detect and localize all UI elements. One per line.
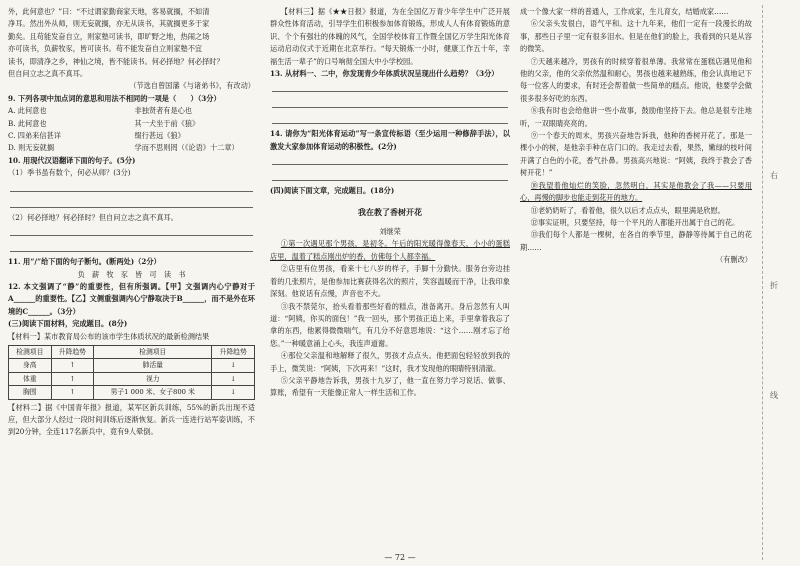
article-paragraph: ⑥父亲头发很白，语气平和。这十九年来，他们一定有一段漫长的故事，那些日子里一定有很多泪水。但是在他们的脸上，我看到的只是从容的微笑。 <box>520 19 752 54</box>
option-text: 学而不思则罔（《论语》十二章） <box>134 143 239 153</box>
table-header: 检测项目 <box>94 345 212 358</box>
column-middle <box>270 6 510 400</box>
table-cell: 体重 <box>9 372 52 385</box>
table-cell: ↓ <box>212 386 255 399</box>
article-paragraph: ②店里有位男孩，看来十七八岁的样子，手脚十分勤快。服务台旁边挂着的几张照片，是他参加比赛获得名次的照片，笑容温暖而干净，让我印象深刻。他说话有点慢，声音也不大。 <box>270 264 510 299</box>
passage-line: 但自问立志之真不真耳。 <box>8 69 88 79</box>
table-cell: ↑ <box>51 359 94 372</box>
article-paragraph: ⑩我望着他灿烂的笑脸，忽然明白，其实是他教会了我——只要用心，再慢的脚步也能走到花开的地方。 <box>520 180 752 203</box>
article-paragraph: ①第一次遇见那个男孩，是初冬。午后的阳光暖得像春天，小小的蛋糕店里，温着了糕点刚出炉的香，仿佛每个人都幸福。 <box>270 239 510 261</box>
table-cell: 身高 <box>9 359 52 372</box>
table-cell: ↑ <box>51 386 94 399</box>
fold-line <box>762 5 763 560</box>
answer-line[interactable] <box>10 240 253 252</box>
article-source: （有删改） <box>716 255 752 265</box>
table-header: 升降趋势 <box>212 345 255 358</box>
article-paragraph: ⑨一个春天的周末，男孩兴奋地告诉我，他种的香树开花了。那是一棵小小的树，是他亲手种在店门口的。我走过去看，果然，嫩绿的枝叶间开满了白色的小花，香气扑鼻。男孩高兴地说：“阿姨，我终于教会了香树开花！” <box>520 131 752 178</box>
option-text: B. 此何意也 <box>8 118 47 128</box>
option-text: 缀行甚远《狼》 <box>134 131 185 141</box>
article-paragraph: ⑪老奶奶听了，看着他，很久以后才点点头，眼里满是欣慰。 <box>530 205 725 215</box>
article-paragraph: ④那位父亲温和地解释了很久，男孩才点点头。他把面包轻轻放到我的手上，微笑说：“阿姨，下次再来！”这时，我才发现他的眼睛特别清澈。 <box>270 351 510 373</box>
answer-line[interactable] <box>272 153 508 165</box>
table-cell: 视力 <box>94 372 212 385</box>
column-right <box>520 6 752 267</box>
material-1: 【材料一】某市教育局公布的该市学生体质状况的最新检测结果 <box>8 331 210 341</box>
question-10-part-1: （1）季书虽有数个，何必从师？(3分) <box>8 168 131 178</box>
passage-line: 净耳。然出外从师，则无妄就搁，亦无从读书，其就搁更多于家 <box>8 19 210 29</box>
option-text: 非独贤者有是心也 <box>134 106 193 116</box>
section-4-heading: (四)阅读下面文章，完成题目。(18分) <box>270 186 395 196</box>
table-row <box>9 372 255 385</box>
answer-line[interactable] <box>10 224 253 236</box>
answer-line[interactable] <box>10 180 253 192</box>
option-text: D. 则无妄就搁 <box>8 143 55 153</box>
question-10: 10. 用现代汉语翻译下面的句子。(5分) <box>8 155 136 165</box>
answer-line[interactable] <box>272 112 508 124</box>
answer-line[interactable] <box>272 80 508 92</box>
passage-line: 亦可读书，负薪牧豕，皆可读书。苟不能发奋自立则家塾不宜 <box>8 44 203 54</box>
passage-line: 外，此何意也？”曰：“不过谓家勤商家天地，客易就搁，不如清 <box>8 7 210 16</box>
article-author: 刘继荣 <box>379 227 401 237</box>
question-12: 12. 本文强调了“静”的重要性，但有所强调。【甲】文强调内心宁静对于A______的重要性。【乙】文侧重强调内心宁静取决于B______，而不是外在环境的C______。（3分） <box>8 281 255 316</box>
table-cell: ↓ <box>212 372 255 385</box>
table-header: 检测项目 <box>9 345 52 358</box>
option-text: 其一犬坐于前《狼》 <box>134 118 200 128</box>
side-mark: 右 <box>770 171 778 180</box>
table-header-row <box>9 345 255 358</box>
question-10-part-2: （2）何必择地？何必择时？但自问立志之真不真耳。 <box>8 212 178 222</box>
article-paragraph: ③我不禁莞尔，抬头看着那些好看的糕点，准备离开。身后忽然有人叫道：“阿姨，你买的面包！”我一回头，那个男孩正追上来，手里拿着我忘了拿的东西，他累得微微喘气，有几分不好意思地说：“这个……刚才忘了给您。”一种暖意涌上心头，我连声道谢。 <box>270 301 510 348</box>
table-header: 升降趋势 <box>51 345 94 358</box>
article-paragraph: ⑧我有时也会给他讲一些小故事，鼓励他坚持下去。他总是很专注地听，一双眼睛亮亮的。 <box>520 106 752 128</box>
article-paragraph: ⑦天越来越冷，男孩有的时候穿着很单薄。我常常在蛋糕店遇见他和他的父亲，他的父亲依然温和耐心，男孩也越来越熟练，他会认真地记下每一位客人的要求，有时还会帮着做一些简单的糕点。他说，他要学会做很多很多好吃的东西。 <box>520 56 752 103</box>
table-cell: 肺活量 <box>94 359 212 372</box>
side-mark: 折 <box>770 281 778 290</box>
question-11-sentence: 负 薪 牧 豕 皆 可 读 书 <box>77 269 186 279</box>
passage-continuation <box>8 6 255 80</box>
article-title: 我在教了香树开花 <box>358 206 422 217</box>
side-mark: 线 <box>770 391 778 400</box>
option-text: A. 此何意也 <box>8 106 47 116</box>
answer-line[interactable] <box>272 169 508 181</box>
table-cell: 胸围 <box>9 386 52 399</box>
question-9: 9. 下列各项中加点词的意思和用法不相同的一项是（ ）（3分） <box>8 93 221 103</box>
answer-line[interactable] <box>272 96 508 108</box>
question-13: 13. 从材料一、二中，你发现青少年体质状况呈现出什么趋势？（3分） <box>270 69 499 79</box>
page-number: — 72 — <box>384 553 416 562</box>
question-14: 14. 请你为“阳光体育运动”写一条宣传标语（至少运用一种修辞手法），以激发大家参加体育运动的积极性。(2分) <box>270 129 510 151</box>
table-cell: ↓ <box>212 359 255 372</box>
passage-line: 勤矣。且苟能发奋自立，则家塾可读书，即旷野之地，热闹之场 <box>8 31 210 41</box>
table-cell: ↑ <box>51 372 94 385</box>
table-row <box>9 359 255 372</box>
column-left <box>8 6 255 439</box>
article-paragraph: ⑤父亲平静地告诉我，男孩十九岁了，他一直在努力学习说话、做事、算账，希望有一天能像正常人一样生活和工作。 <box>270 375 510 398</box>
fitness-table <box>8 345 255 400</box>
question-11: 11. 用“/”给下面的句子断句。(断两处)（2分） <box>8 257 161 267</box>
passage-source: （节选自曾国藩《与诸弟书》，有改动） <box>129 81 255 91</box>
option-text: C. 四弟来信甚详 <box>8 131 61 141</box>
material-2: 【材料二】据《中国青年报》报道，某军区新兵训练，55%的新兵出现不适应，但大部分人经过一段时间训练后逐渐恢复。新兵一连进行站军姿训练，不到20分钟，全连117名新兵中，竟有9人晕倒。 <box>8 402 255 437</box>
article-paragraph: ⑫事实证明，只要坚持，每一个平凡的人都能开出属于自己的花。 <box>530 217 740 227</box>
article-paragraph: ⑬我们每个人都是一棵树，在各自的季节里，静静等待属于自己的花期…… <box>520 230 752 252</box>
table-row <box>9 386 255 399</box>
answer-line[interactable] <box>10 196 253 208</box>
question-9-options <box>8 105 255 155</box>
article-paragraph: 成一个像大家一样的普通人，工作成家，生儿育女，结婚成家…… <box>520 7 729 16</box>
table-cell: 男子1 000 米、女子800 米 <box>94 386 212 399</box>
section-3-heading: (三)阅读下面材料，完成题目。(8分) <box>8 319 128 329</box>
material-3: 【材料三】据《★★日报》报道，为在全国亿万青少年学生中广泛开展群众性体育活动，引导学生们积极参加体育锻炼，形成人人有体育锻炼的意识、个个有强壮的体魄的风气，全国学校体育工作暨全国亿万学生阳光体育运动启动仪式于近期在北京举行。“每天锻炼一小时，健康工作五十年，幸福生活一辈子”的口号响彻全国大中小学校园。 <box>270 7 510 66</box>
passage-line: 读书，即清净之乡，神仙之境，皆不能读书。何必择地？何必择时？ <box>8 56 224 66</box>
